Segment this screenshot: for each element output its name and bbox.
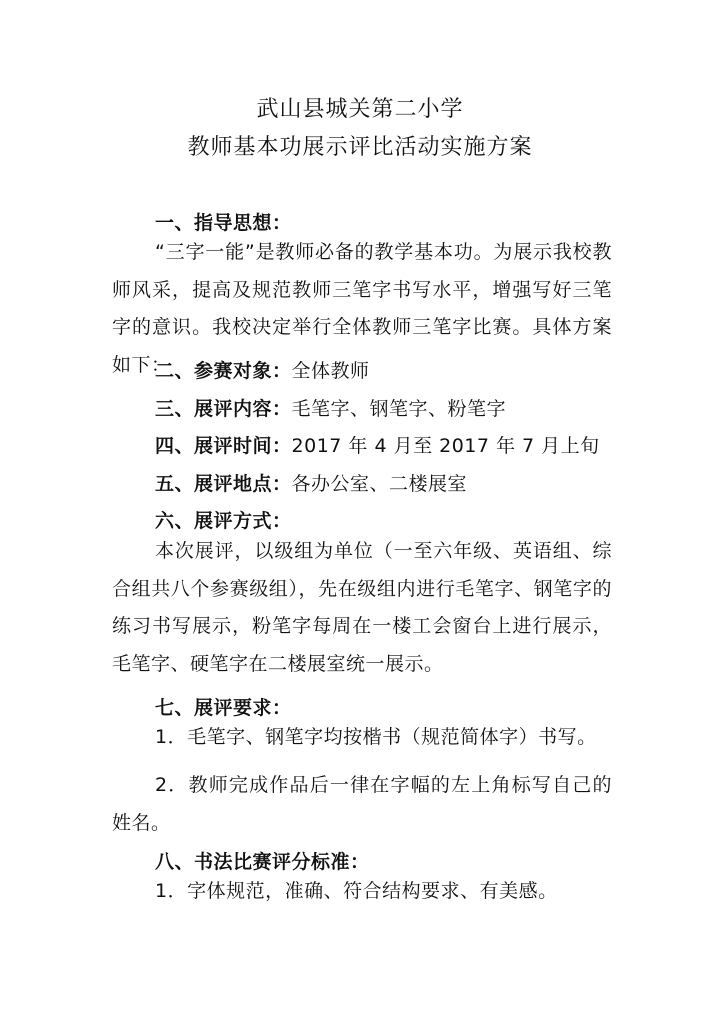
section-4-value: 2017 年 4 月至 2017 年 7 月上旬 xyxy=(291,435,600,457)
section-8-heading: 八、书法比赛评分标准： xyxy=(155,851,370,873)
plan-title: 教师基本功展示评比活动实施方案 xyxy=(187,135,533,160)
section-6-body: 本次展评，以级组为单位（一至六年级、英语组、综合组共八个参赛级组），先在级组内进行毛笔字、钢笔字的练习书写展示，粉笔字每周在一楼工会窗台上进行展示，毛笔字、硬笔字在二楼展室统一展示。 xyxy=(112,540,612,675)
section-7-item-2: 2．教师完成作品后一律在字幅的左上角标写自己的姓名。 xyxy=(112,774,612,834)
section-2-value: 全体教师 xyxy=(291,360,370,382)
section-8-item-1: 1．字体规范，准确、符合结构要求、有美感。 xyxy=(155,880,558,902)
section-5 xyxy=(155,469,467,496)
section-3 xyxy=(155,394,506,421)
section-4 xyxy=(155,431,600,458)
section-1-body: “三字一能”是教师必备的教学基本功。为展示我校教师风采，提高及规范教师三笔字书写水平，增强写好三笔字的意识。我校决定举行全体教师三笔字比赛。具体方案如下： xyxy=(112,241,612,376)
school-name-title: 武山县城关第二小学 xyxy=(256,97,464,122)
section-7-heading: 七、展评要求： xyxy=(155,697,292,719)
section-7-item-1: 1．毛笔字、钢笔字均按楷书（规范简体字）书写。 xyxy=(155,726,597,748)
section-4-heading: 四、展评时间： xyxy=(155,435,292,457)
section-3-value: 毛笔字、钢笔字、粉笔字 xyxy=(291,398,507,420)
section-2 xyxy=(155,356,370,383)
section-1-heading: 一、指导思想： xyxy=(155,212,292,234)
section-3-heading: 三、展评内容： xyxy=(155,398,292,420)
section-5-value: 各办公室、二楼展室 xyxy=(291,473,468,495)
section-6-heading: 六、展评方式： xyxy=(155,510,292,532)
section-5-heading: 五、展评地点： xyxy=(155,473,292,495)
section-2-heading: 二、参赛对象： xyxy=(155,360,292,382)
